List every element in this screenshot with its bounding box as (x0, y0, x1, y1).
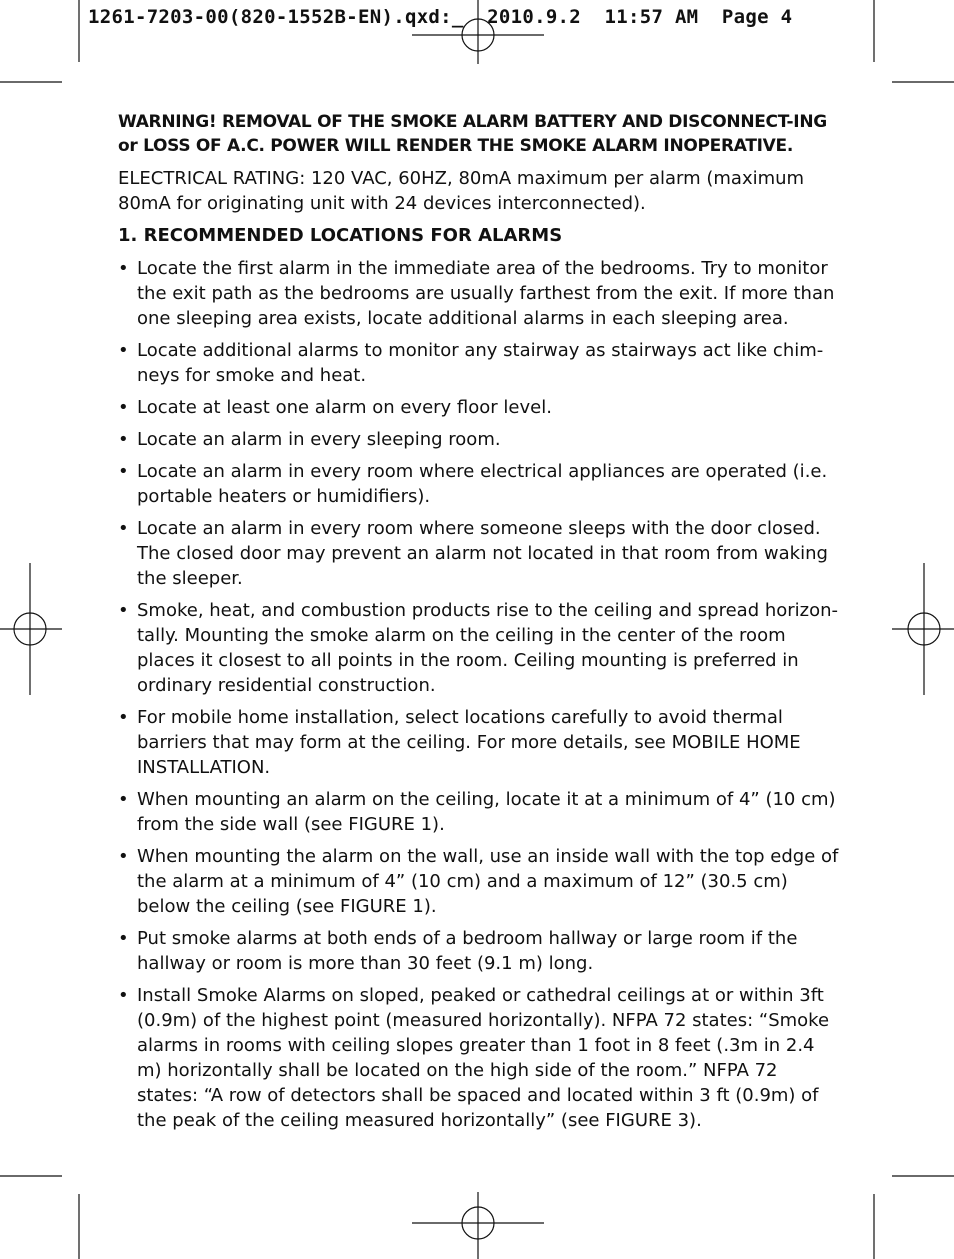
list-item (118, 787, 840, 837)
bullet-icon: • (118, 258, 129, 279)
list-item (118, 598, 840, 698)
list-item-text: Smoke, heat, and combustion products rise to the ceiling and spread horizon-tally. Mounting the smoke alarm on the ceiling in the center of the room places it closest to all points in the room. Ceiling mounting is preferred in ordinary residential construction. (137, 600, 839, 696)
list-item-text: Locate at least one alarm on every floor level. (137, 397, 552, 418)
list-item (118, 338, 840, 388)
battery-warning: WARNING! REMOVAL OF THE SMOKE ALARM BATTERY AND DISCONNECT-ING or LOSS OF A.C. POWER WILL RENDER THE SMOKE ALARM INOPERATIVE. (118, 112, 827, 156)
bullet-icon: • (118, 600, 129, 621)
list-item (118, 516, 840, 591)
print-slug: 1261-7203-00(820-1552B-EN).qxd:_ 2010.9.2 11:57 AM Page 4 (88, 6, 793, 28)
registration-target-left (0, 563, 62, 695)
list-item-text: When mounting the alarm on the wall, use an inside wall with the top edge of the alarm at a minimum of 4” (10 cm) and a maximum of 12” (30.5 cm) below the ceiling (see FIGURE 1). (137, 846, 839, 917)
list-item (118, 395, 840, 420)
list-item-text: Locate the first alarm in the immediate area of the bedrooms. Try to monitor the exit path as the bedrooms are usually farthest from the exit. If more than one sleeping area exists, locate additional alarms in each sleeping area. (137, 258, 835, 329)
list-item (118, 926, 840, 976)
list-item-text: Locate additional alarms to monitor any stairway as stairways act like chim-neys for smoke and heat. (137, 340, 824, 386)
list-item-text: When mounting an alarm on the ceiling, locate it at a minimum of 4” (10 cm) from the side wall (see FIGURE 1). (137, 789, 836, 835)
recommended-locations-list (118, 256, 840, 1133)
section-heading: 1. RECOMMENDED LOCATIONS FOR ALARMS (118, 225, 563, 246)
list-item (118, 983, 840, 1133)
registration-target-right (892, 563, 954, 695)
list-item-text: Locate an alarm in every room where electrical appliances are operated (i.e. portable heaters or humidifiers). (137, 461, 828, 507)
list-item (118, 705, 840, 780)
bullet-icon: • (118, 985, 129, 1006)
bullet-icon: • (118, 846, 129, 867)
bullet-icon: • (118, 461, 129, 482)
list-item-text: For mobile home installation, select locations carefully to avoid thermal barriers that may form at the ceiling. For more details, see MOBILE HOME INSTALLATION. (137, 707, 801, 778)
bullet-icon: • (118, 397, 129, 418)
electrical-rating: ELECTRICAL RATING: 120 VAC, 60HZ, 80mA maximum per alarm (maximum 80mA for originating unit with 24 devices interconnected). (118, 168, 805, 214)
list-item (118, 844, 840, 919)
list-item-text: Put smoke alarms at both ends of a bedroom hallway or large room if the hallway or room is more than 30 feet (9.1 m) long. (137, 928, 798, 974)
list-item (118, 459, 840, 509)
list-item-text: Locate an alarm in every sleeping room. (137, 429, 501, 450)
bullet-icon: • (118, 429, 129, 450)
list-item-text: Install Smoke Alarms on sloped, peaked or cathedral ceilings at or within 3ft (0.9m) of the highest point (measured horizontally). NFPA 72 states: “Smoke alarms in rooms with ceiling slopes greater than 1 foot in 8 feet (.3m in 2.4 m) horizontally shall be located on the high side of the room.” NFPA 72 states: “A row of detectors shall be spaced and located within 3 ft (0.9m) of the peak of the ceiling measured horizontally” (see FIGURE 3). (137, 985, 830, 1131)
bullet-icon: • (118, 340, 129, 361)
bullet-icon: • (118, 707, 129, 728)
bullet-icon: • (118, 928, 129, 949)
list-item-text: Locate an alarm in every room where someone sleeps with the door closed. The closed door may prevent an alarm not located in that room from waking the sleeper. (137, 518, 828, 589)
list-item (118, 256, 840, 331)
registration-target-bottom (412, 1192, 544, 1259)
bullet-icon: • (118, 789, 129, 810)
document-body (118, 110, 840, 1140)
list-item (118, 427, 840, 452)
bullet-icon: • (118, 518, 129, 539)
